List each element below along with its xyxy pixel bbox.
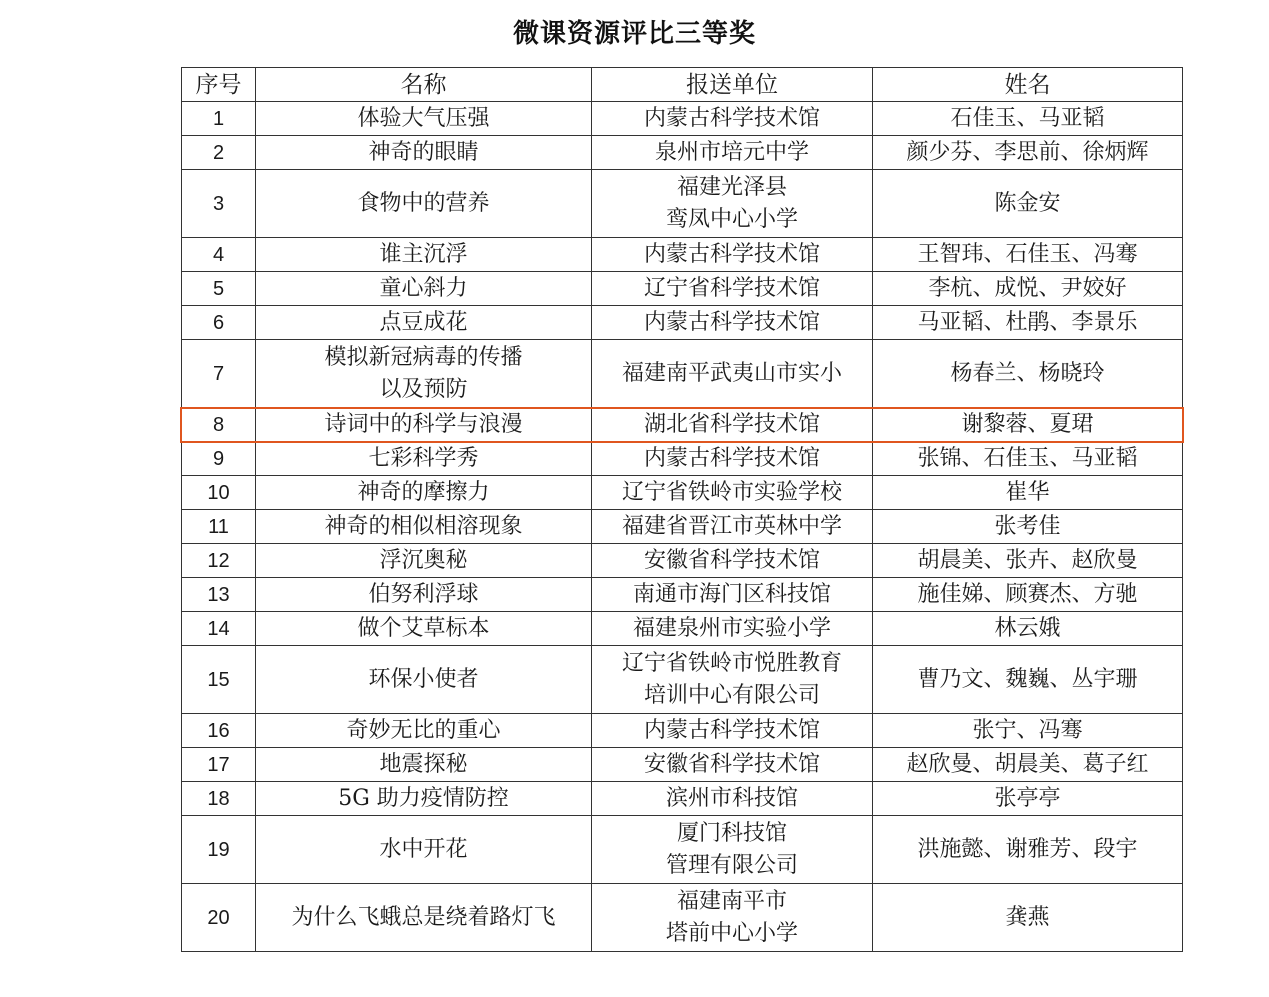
cell-name-line: 体验大气压强 [357,105,490,131]
cell-seq: 5 [182,272,256,306]
cell-seq: 9 [182,442,256,476]
cell-seq: 13 [182,578,256,612]
table-row [182,782,1183,816]
cell-unit-line: 内蒙古科学技术馆 [643,241,820,267]
cell-name [256,782,592,816]
cell-people: 张考佳 [873,510,1183,544]
cell-seq: 18 [182,782,256,816]
cell-seq: 7 [182,340,256,408]
cell-unit-line: 福建南平市 [676,888,787,914]
cell-name [256,442,592,476]
cell-unit-line: 内蒙古科学技术馆 [643,717,820,743]
cell-seq: 14 [182,612,256,646]
cell-unit-line: 泉州市培元中学 [654,139,809,165]
table-row [182,272,1183,306]
cell-people: 曹乃文、魏巍、丛宇珊 [873,646,1183,714]
cell-people: 谢黎蓉、夏珺 [873,408,1183,442]
cell-people: 施佳娣、顾赛杰、方驰 [873,578,1183,612]
cell-name [256,510,592,544]
cell-name [256,578,592,612]
column-header-unit: 报送单位 [592,68,873,102]
cell-unit-line: 管理有限公司 [665,852,798,878]
cell-name [256,272,592,306]
table-row [182,340,1183,408]
cell-name-line: 谁主沉浮 [379,241,468,267]
cell-unit [592,136,873,170]
cell-seq: 20 [182,884,256,952]
cell-name-line: 伯努利浮球 [368,581,479,607]
table-row [182,442,1183,476]
cell-name-line: 七彩科学秀 [368,445,479,471]
cell-unit-line: 福建南平武夷山市实小 [621,360,842,386]
cell-name-line: 水中开花 [379,836,468,862]
cell-people: 崔华 [873,476,1183,510]
cell-people: 洪施懿、谢雅芳、段宇 [873,816,1183,884]
cell-name-line: 神奇的眼睛 [368,139,479,165]
cell-unit [592,510,873,544]
table-row [182,238,1183,272]
cell-name-line: 浮沉奥秘 [379,547,468,573]
cell-unit-line: 内蒙古科学技术馆 [643,309,820,335]
cell-unit [592,272,873,306]
cell-seq: 16 [182,714,256,748]
cell-unit [592,476,873,510]
cell-name [256,306,592,340]
table-row [182,816,1183,884]
cell-name-line: 童心斜力 [379,275,468,301]
cell-seq: 19 [182,816,256,884]
table-row [182,102,1183,136]
cell-unit [592,748,873,782]
column-header-seq: 序号 [182,68,256,102]
cell-seq: 11 [182,510,256,544]
cell-seq: 2 [182,136,256,170]
cell-unit [592,714,873,748]
cell-name-line: 神奇的摩擦力 [357,479,490,505]
cell-seq: 4 [182,238,256,272]
cell-people: 李杭、成悦、尹姣好 [873,272,1183,306]
cell-unit-line: 厦门科技馆 [676,820,787,846]
cell-name-line: 5G 助力疫情防控 [338,785,509,811]
cell-unit [592,340,873,408]
cell-unit-line: 福建省晋江市英林中学 [621,513,842,539]
table-row [182,510,1183,544]
cell-unit-line: 安徽省科学技术馆 [643,751,820,777]
cell-unit-line: 内蒙古科学技术馆 [643,445,820,471]
cell-name [256,340,592,408]
table-row [182,578,1183,612]
cell-name [256,136,592,170]
cell-unit [592,816,873,884]
cell-people: 龚燕 [873,884,1183,952]
cell-seq: 10 [182,476,256,510]
cell-seq: 3 [182,170,256,238]
cell-unit [592,612,873,646]
cell-name-line: 食物中的营养 [357,190,490,216]
table-row [182,884,1183,952]
table-body [182,102,1183,952]
cell-people: 颜少芬、李思前、徐炳辉 [873,136,1183,170]
table-row [182,136,1183,170]
cell-people: 林云娥 [873,612,1183,646]
cell-unit-line: 湖北省科学技术馆 [643,411,820,437]
cell-unit-line: 安徽省科学技术馆 [643,547,820,573]
cell-name [256,544,592,578]
cell-seq: 8 [182,408,256,442]
cell-seq: 6 [182,306,256,340]
cell-unit [592,442,873,476]
cell-people: 胡晨美、张卉、赵欣曼 [873,544,1183,578]
cell-unit-line: 南通市海门区科技馆 [632,581,831,607]
cell-unit-line: 辽宁省铁岭市悦胜教育 [621,650,842,676]
cell-name-line: 为什么飞蛾总是绕着路灯飞 [291,904,556,930]
cell-name [256,102,592,136]
cell-seq: 1 [182,102,256,136]
cell-people: 杨春兰、杨晓玲 [873,340,1183,408]
table-row [182,408,1183,442]
cell-name [256,170,592,238]
cell-people: 王智玮、石佳玉、冯骞 [873,238,1183,272]
cell-unit-line: 辽宁省铁岭市实验学校 [621,479,842,505]
cell-name-line: 以及预防 [379,376,468,402]
cell-name [256,238,592,272]
cell-unit [592,884,873,952]
cell-seq: 15 [182,646,256,714]
cell-people: 赵欣曼、胡晨美、葛子红 [873,748,1183,782]
cell-unit [592,646,873,714]
cell-people: 陈金安 [873,170,1183,238]
table-row [182,544,1183,578]
table-row [182,748,1183,782]
cell-name-line: 诗词中的科学与浪漫 [324,411,523,437]
cell-people: 张锦、石佳玉、马亚韬 [873,442,1183,476]
cell-seq: 17 [182,748,256,782]
cell-unit-line: 培训中心有限公司 [643,682,820,708]
cell-name-line: 模拟新冠病毒的传播 [324,344,523,370]
cell-unit [592,170,873,238]
cell-name [256,714,592,748]
cell-unit-line: 辽宁省科学技术馆 [643,275,820,301]
cell-unit-line: 福建光泽县 [676,174,787,200]
table-row [182,306,1183,340]
page-title: 微课资源评比三等奖 [512,19,756,49]
cell-name [256,748,592,782]
cell-name-line: 环保小使者 [368,666,479,692]
cell-unit-line: 内蒙古科学技术馆 [643,105,820,131]
cell-name [256,476,592,510]
award-table [181,67,1183,952]
table-row [182,714,1183,748]
cell-name [256,884,592,952]
cell-unit [592,578,873,612]
cell-unit-line: 福建泉州市实验小学 [632,615,831,641]
cell-people: 张亭亭 [873,782,1183,816]
cell-unit-line: 塔前中心小学 [665,920,798,946]
cell-unit [592,238,873,272]
cell-unit [592,102,873,136]
table-row [182,170,1183,238]
cell-name-line: 点豆成花 [379,309,468,335]
cell-name-line: 地震探秘 [379,751,468,777]
table-row [182,646,1183,714]
cell-seq: 12 [182,544,256,578]
cell-name [256,816,592,884]
cell-unit [592,408,873,442]
cell-people: 石佳玉、马亚韬 [873,102,1183,136]
cell-name-line: 神奇的相似相溶现象 [324,513,523,539]
cell-name [256,612,592,646]
cell-unit [592,544,873,578]
cell-people: 张宁、冯骞 [873,714,1183,748]
cell-unit [592,782,873,816]
column-header-people: 姓名 [873,68,1183,102]
cell-name [256,646,592,714]
table-row [182,612,1183,646]
table-row [182,476,1183,510]
table-header-row [182,68,1183,102]
cell-unit-line: 滨州市科技馆 [665,785,798,811]
cell-unit [592,306,873,340]
cell-name [256,408,592,442]
cell-name-line: 奇妙无比的重心 [346,717,501,743]
column-header-name: 名称 [256,68,592,102]
cell-people: 马亚韬、杜鹃、李景乐 [873,306,1183,340]
cell-unit-line: 鸾凤中心小学 [665,206,798,232]
cell-name-line: 做个艾草标本 [357,615,490,641]
